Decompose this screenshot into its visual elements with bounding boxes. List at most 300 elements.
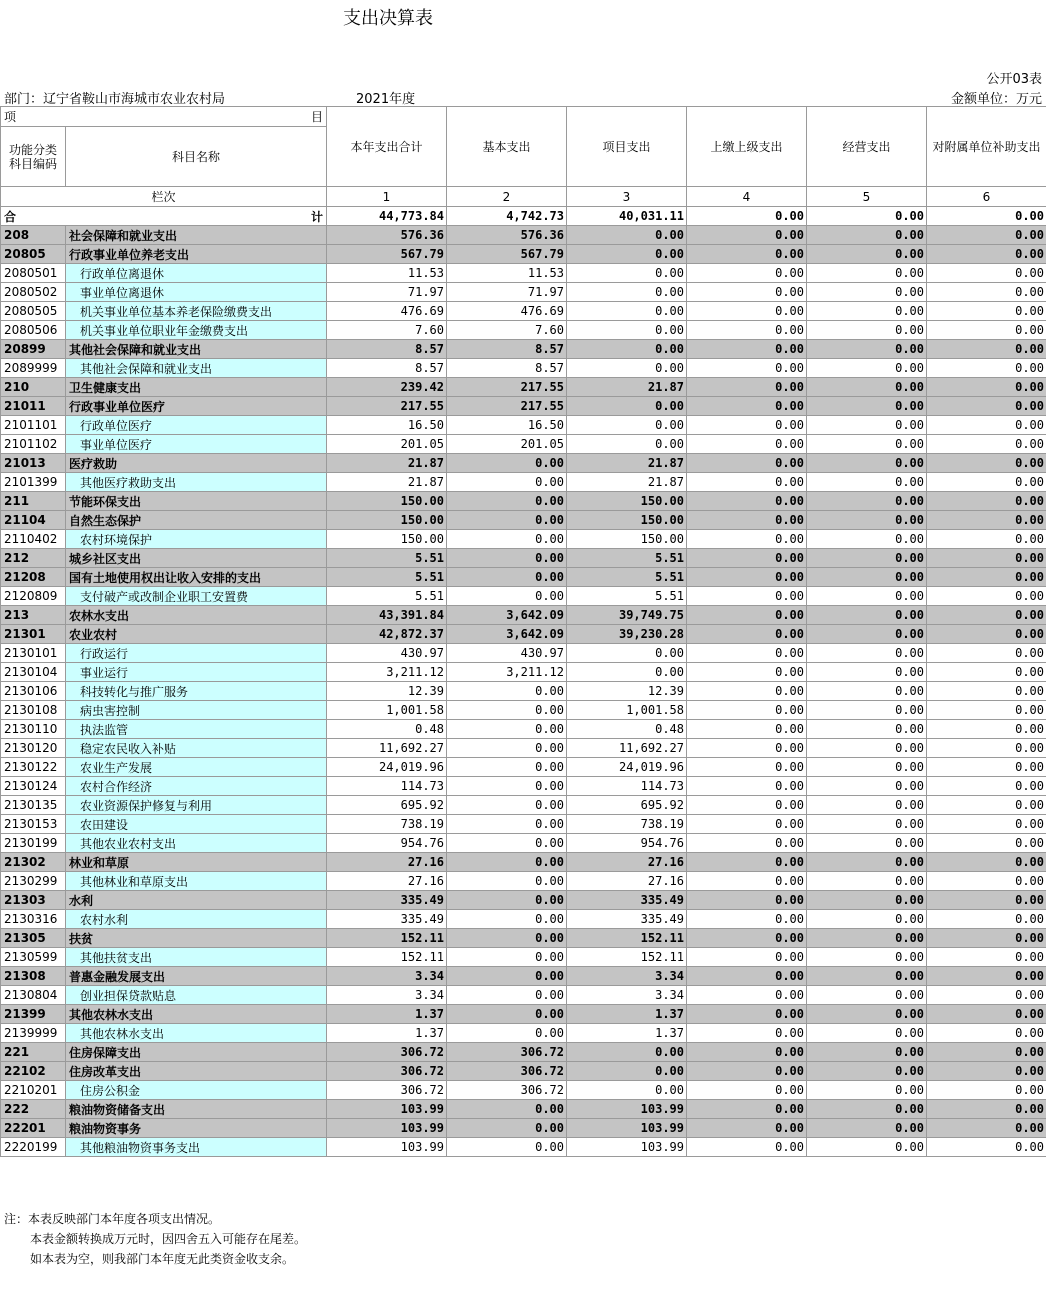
table-row [1,435,1046,454]
table-row [1,872,1046,891]
row-code: 213 [1,606,66,625]
row-value: 8.57 [447,340,567,359]
row-code: 2130804 [1,986,66,1005]
row-code: 2080506 [1,321,66,340]
row-value: 0.00 [687,777,807,796]
table-code: 公开03表 [986,72,1042,87]
row-name: 农田建设 [66,815,327,834]
row-value: 7.60 [327,321,447,340]
row-value: 0.00 [927,264,1046,283]
row-value: 335.49 [567,891,687,910]
row-value: 0.00 [567,321,687,340]
row-value: 0.00 [807,986,927,1005]
row-code: 2130101 [1,644,66,663]
row-value: 1.37 [327,1005,447,1024]
row-value: 0.00 [687,682,807,701]
row-value: 0.00 [687,302,807,321]
row-value: 0.00 [807,283,927,302]
row-value: 0.00 [927,1062,1046,1081]
row-value: 0.00 [447,929,567,948]
row-value: 27.16 [567,872,687,891]
table-row [1,1119,1046,1138]
row-value: 0.00 [447,473,567,492]
row-value: 103.99 [327,1119,447,1138]
row-value: 0.00 [807,587,927,606]
row-value: 0.00 [447,872,567,891]
row-name: 农业生产发展 [66,758,327,777]
note-line-2: 本表金额转换成万元时，因四舍五入可能存在尾差。 [30,1232,307,1246]
row-value: 152.11 [567,929,687,948]
row-code: 2080505 [1,302,66,321]
row-value: 567.79 [447,245,567,264]
row-value: 0.00 [687,511,807,530]
row-value: 0.00 [927,1138,1046,1157]
row-value: 103.99 [567,1138,687,1157]
row-value: 201.05 [327,435,447,454]
row-value: 0.00 [687,796,807,815]
table-row [1,986,1046,1005]
row-value: 71.97 [327,283,447,302]
row-value: 0.00 [687,530,807,549]
row-name: 住房保障支出 [66,1043,327,1062]
row-value: 43,391.84 [327,606,447,625]
row-value: 0.00 [807,530,927,549]
row-value: 0.00 [687,378,807,397]
row-value: 0.00 [927,1024,1046,1043]
row-value: 0.00 [567,1043,687,1062]
row-value: 0.00 [807,853,927,872]
row-value: 150.00 [567,492,687,511]
row-name: 农业农村 [66,625,327,644]
row-value: 0.00 [807,948,927,967]
table-row [1,625,1046,644]
row-value: 0.00 [687,720,807,739]
row-value: 8.57 [327,359,447,378]
row-code: 210 [1,378,66,397]
row-name: 其他社会保障和就业支出 [66,340,327,359]
row-code: 2130599 [1,948,66,967]
row-value: 0.00 [927,663,1046,682]
row-value: 0.00 [567,663,687,682]
table-row [1,815,1046,834]
row-value: 0.00 [687,1119,807,1138]
row-value: 0.00 [927,872,1046,891]
name-col-header: 科目名称 [66,127,327,187]
row-value: 0.00 [927,929,1046,948]
row-value: 0.00 [927,815,1046,834]
row-value: 0.00 [687,663,807,682]
row-value: 0.00 [567,397,687,416]
row-name: 机关事业单位职业年金缴费支出 [66,321,327,340]
row-value: 152.11 [567,948,687,967]
row-value: 0.00 [687,853,807,872]
col-number-4: 4 [687,187,807,207]
row-value: 954.76 [567,834,687,853]
item-header-right: 目 [310,110,323,124]
row-value: 0.00 [807,929,927,948]
row-value: 0.00 [807,891,927,910]
row-code: 21011 [1,397,66,416]
row-value: 0.00 [807,663,927,682]
row-value: 3.34 [327,986,447,1005]
row-value: 0.00 [447,948,567,967]
table-row [1,891,1046,910]
table-row [1,777,1046,796]
row-value: 217.55 [447,397,567,416]
row-value: 0.00 [687,758,807,777]
row-value: 576.36 [447,226,567,245]
unit-label: 金额单位：万元 [950,92,1042,107]
row-value: 114.73 [567,777,687,796]
row-value: 0.00 [807,264,927,283]
row-value: 8.57 [327,340,447,359]
row-name: 国有土地使用权出让收入安排的支出 [66,568,327,587]
row-value: 0.00 [927,454,1046,473]
row-value: 0.00 [687,834,807,853]
row-code: 2130199 [1,834,66,853]
row-code: 2139999 [1,1024,66,1043]
total-label-right: 计 [310,209,323,224]
row-code: 2101101 [1,416,66,435]
row-value: 0.00 [927,283,1046,302]
row-value: 0.00 [447,891,567,910]
row-value: 0.00 [687,1081,807,1100]
row-value: 0.00 [927,1081,1046,1100]
table-row [1,758,1046,777]
total-value: 4,742.73 [447,207,567,226]
row-name: 住房公积金 [66,1081,327,1100]
row-value: 0.00 [687,321,807,340]
row-name: 自然生态保护 [66,511,327,530]
row-code: 2130316 [1,910,66,929]
row-value: 0.00 [807,625,927,644]
row-value: 3.34 [567,986,687,1005]
year-label: 2021年度 [356,92,416,107]
row-value: 0.00 [807,1081,927,1100]
row-value: 0.00 [687,245,807,264]
table-row [1,492,1046,511]
row-name: 创业担保贷款贴息 [66,986,327,1005]
col-number-3: 3 [567,187,687,207]
row-value: 1.37 [567,1005,687,1024]
table-row [1,1005,1046,1024]
row-value: 738.19 [327,815,447,834]
row-value: 0.00 [807,606,927,625]
row-code: 2110402 [1,530,66,549]
table-row [1,549,1046,568]
row-value: 0.00 [807,739,927,758]
row-value: 5.51 [327,568,447,587]
row-value: 0.00 [807,473,927,492]
row-value: 0.00 [567,264,687,283]
row-value: 0.00 [447,1138,567,1157]
row-value: 0.00 [807,834,927,853]
row-value: 0.00 [807,872,927,891]
row-name: 水利 [66,891,327,910]
row-value: 239.42 [327,378,447,397]
row-value: 0.00 [807,1043,927,1062]
row-code: 21308 [1,967,66,986]
table-row [1,644,1046,663]
row-value: 3.34 [327,967,447,986]
row-value: 0.00 [687,967,807,986]
row-code: 212 [1,549,66,568]
row-value: 476.69 [327,302,447,321]
row-value: 430.97 [327,644,447,663]
row-value: 0.00 [687,606,807,625]
row-value: 11,692.27 [567,739,687,758]
row-value: 0.00 [447,758,567,777]
row-value: 71.97 [447,283,567,302]
row-name: 城乡社区支出 [66,549,327,568]
total-value: 0.00 [687,207,807,226]
row-value: 0.00 [567,416,687,435]
row-value: 0.00 [567,340,687,359]
row-name: 其他扶贫支出 [66,948,327,967]
row-value: 21.87 [567,473,687,492]
row-value: 0.00 [687,644,807,663]
table-row [1,378,1046,397]
total-label-left: 合 [4,209,17,224]
row-value: 306.72 [327,1081,447,1100]
row-value: 0.00 [687,397,807,416]
row-value: 0.00 [927,492,1046,511]
row-name: 住房改革支出 [66,1062,327,1081]
col-number-6: 6 [927,187,1046,207]
row-value: 7.60 [447,321,567,340]
row-value: 0.00 [687,568,807,587]
row-value: 0.00 [447,720,567,739]
row-code: 2080502 [1,283,66,302]
item-header-left: 项 [4,110,17,124]
row-value: 217.55 [447,378,567,397]
row-value: 0.00 [687,948,807,967]
note-line-3: 如本表为空，则我部门本年度无此类资金收支余。 [30,1252,295,1266]
row-code: 211 [1,492,66,511]
row-value: 0.00 [927,853,1046,872]
col-header-5: 经营支出 [807,107,927,187]
row-code: 21104 [1,511,66,530]
row-value: 0.00 [687,226,807,245]
row-value: 12.39 [567,682,687,701]
table-row [1,796,1046,815]
row-value: 3,642.09 [447,625,567,644]
row-value: 0.00 [807,321,927,340]
row-value: 0.00 [927,511,1046,530]
row-name: 粮油物资事务 [66,1119,327,1138]
row-name: 事业运行 [66,663,327,682]
row-name: 农村环境保护 [66,530,327,549]
row-name: 行政单位医疗 [66,416,327,435]
row-value: 0.00 [927,435,1046,454]
row-value: 3,211.12 [327,663,447,682]
row-value: 0.00 [807,568,927,587]
row-value: 11,692.27 [327,739,447,758]
table-row [1,283,1046,302]
row-value: 0.00 [567,283,687,302]
row-value: 27.16 [327,872,447,891]
row-value: 150.00 [567,511,687,530]
row-value: 0.00 [927,948,1046,967]
row-value: 0.00 [687,891,807,910]
row-value: 476.69 [447,302,567,321]
row-value: 0.00 [927,321,1046,340]
row-name: 其他社会保障和就业支出 [66,359,327,378]
row-name: 行政运行 [66,644,327,663]
row-value: 0.00 [447,682,567,701]
row-value: 114.73 [327,777,447,796]
table-row [1,568,1046,587]
row-value: 39,749.75 [567,606,687,625]
row-value: 1,001.58 [327,701,447,720]
row-code: 20899 [1,340,66,359]
row-value: 16.50 [447,416,567,435]
row-value: 0.00 [927,910,1046,929]
row-code: 21305 [1,929,66,948]
row-value: 0.00 [807,435,927,454]
row-value: 103.99 [327,1138,447,1157]
row-name: 行政事业单位医疗 [66,397,327,416]
row-value: 0.00 [447,1119,567,1138]
table-row [1,967,1046,986]
table-row [1,853,1046,872]
total-label [1,207,327,226]
row-value: 0.00 [927,1043,1046,1062]
row-value: 0.00 [447,777,567,796]
row-value: 0.00 [567,1062,687,1081]
row-value: 0.00 [447,1005,567,1024]
row-value: 430.97 [447,644,567,663]
row-value: 0.00 [447,834,567,853]
row-value: 0.00 [447,454,567,473]
row-value: 0.00 [807,302,927,321]
row-value: 0.00 [567,435,687,454]
row-code: 21208 [1,568,66,587]
row-code: 2130153 [1,815,66,834]
row-value: 103.99 [327,1100,447,1119]
row-value: 0.00 [567,302,687,321]
row-value: 0.00 [807,492,927,511]
row-name: 其他林业和草原支出 [66,872,327,891]
row-name: 执法监管 [66,720,327,739]
row-value: 0.00 [927,340,1046,359]
row-value: 335.49 [327,891,447,910]
table-row [1,587,1046,606]
row-value: 1.37 [327,1024,447,1043]
row-value: 0.00 [927,416,1046,435]
row-value: 0.00 [687,625,807,644]
table-row [1,1138,1046,1157]
row-name: 农村水利 [66,910,327,929]
row-value: 0.00 [687,416,807,435]
row-name: 稳定农民收入补贴 [66,739,327,758]
row-value: 0.00 [807,378,927,397]
row-value: 567.79 [327,245,447,264]
row-value: 0.00 [687,739,807,758]
row-value: 0.00 [927,1119,1046,1138]
row-value: 0.00 [807,1100,927,1119]
row-value: 150.00 [327,492,447,511]
row-code: 2101102 [1,435,66,454]
row-value: 0.00 [567,359,687,378]
row-value: 0.00 [687,1138,807,1157]
row-value: 0.00 [927,359,1046,378]
row-value: 306.72 [447,1043,567,1062]
table-row [1,1062,1046,1081]
table-row [1,264,1046,283]
row-value: 0.00 [807,359,927,378]
row-name: 普惠金融发展支出 [66,967,327,986]
row-value: 103.99 [567,1119,687,1138]
table-row [1,359,1046,378]
table-row [1,245,1046,264]
row-value: 0.00 [687,473,807,492]
row-name: 其他农业农村支出 [66,834,327,853]
row-value: 12.39 [327,682,447,701]
row-name: 病虫害控制 [66,701,327,720]
col-header-1: 本年支出合计 [327,107,447,187]
total-value: 0.00 [807,207,927,226]
row-value: 306.72 [447,1062,567,1081]
row-value: 0.00 [927,302,1046,321]
row-value: 150.00 [327,530,447,549]
col-number-5: 5 [807,187,927,207]
row-value: 0.00 [807,549,927,568]
row-value: 0.00 [927,891,1046,910]
row-value: 0.00 [687,701,807,720]
row-name: 科技转化与推广服务 [66,682,327,701]
total-value: 44,773.84 [327,207,447,226]
table-row [1,663,1046,682]
col-header-6: 对附属单位补助支出 [927,107,1046,187]
row-value: 0.48 [327,720,447,739]
row-value: 0.00 [807,682,927,701]
row-value: 0.00 [687,929,807,948]
row-value: 5.51 [327,549,447,568]
row-value: 306.72 [447,1081,567,1100]
row-value: 0.00 [927,473,1046,492]
table-row [1,473,1046,492]
row-value: 11.53 [447,264,567,283]
row-value: 0.00 [927,720,1046,739]
row-value: 0.00 [807,454,927,473]
row-value: 0.00 [687,1100,807,1119]
row-value: 0.00 [687,1005,807,1024]
row-value: 954.76 [327,834,447,853]
row-code: 2130108 [1,701,66,720]
row-value: 0.00 [687,986,807,1005]
row-name: 其他粮油物资事务支出 [66,1138,327,1157]
row-value: 0.00 [807,397,927,416]
row-name: 节能环保支出 [66,492,327,511]
row-value: 8.57 [447,359,567,378]
row-value: 3.34 [567,967,687,986]
row-value: 11.53 [327,264,447,283]
row-value: 0.00 [807,720,927,739]
row-value: 0.00 [927,1005,1046,1024]
row-code: 22201 [1,1119,66,1138]
row-value: 0.00 [567,245,687,264]
row-code: 2101399 [1,473,66,492]
code-col-header: 功能分类科目编码 [1,127,66,187]
row-index-label: 栏次 [1,187,327,207]
row-value: 695.92 [567,796,687,815]
row-value: 0.00 [807,796,927,815]
row-value: 0.00 [927,530,1046,549]
row-value: 5.51 [567,549,687,568]
row-value: 0.00 [807,701,927,720]
row-code: 22102 [1,1062,66,1081]
